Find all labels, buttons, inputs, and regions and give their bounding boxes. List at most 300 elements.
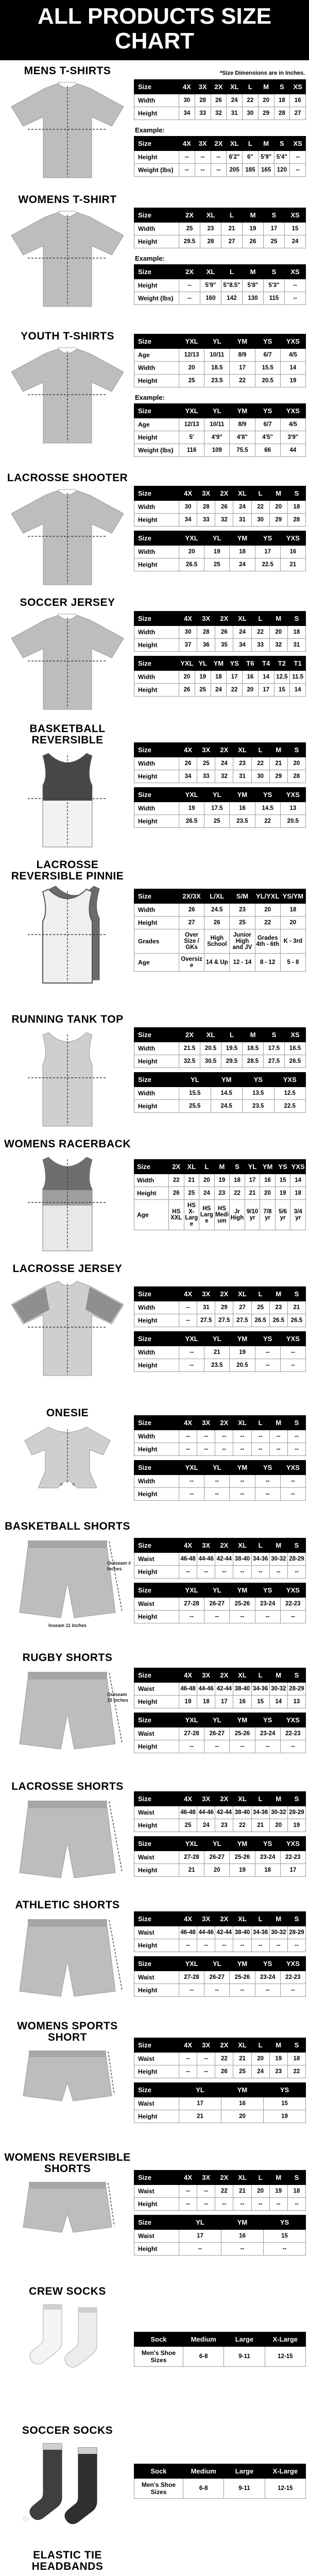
size-cell: 38-40: [233, 1552, 251, 1565]
size-cell: 18: [290, 1187, 306, 1199]
size-table: [134, 1286, 306, 1327]
col-header: YXS: [280, 334, 305, 348]
size-cell: 22: [169, 1174, 184, 1187]
size-cell: 20: [179, 671, 195, 684]
col-header: YXL: [179, 1837, 204, 1851]
size-cell: 18: [287, 2052, 305, 2065]
size-cell: --: [215, 1939, 233, 1952]
row-label: Height: [134, 374, 179, 387]
size-cell: --: [269, 1565, 287, 1578]
row-label: Width: [134, 1087, 179, 1099]
col-header: L: [251, 2171, 269, 2185]
row-label: Width: [134, 904, 179, 917]
size-cell: 26.5: [179, 558, 204, 571]
col-header: 3X: [197, 612, 215, 626]
size-cell: --: [290, 164, 306, 177]
section-left-basketball-reversible: [3, 722, 132, 852]
row-label: Height: [134, 1443, 179, 1456]
col-header: L: [251, 1668, 269, 1683]
section-tables-rugby-shorts: [132, 1651, 306, 1774]
col-header: 4X: [179, 1416, 197, 1430]
size-cell: 12.5: [274, 1087, 306, 1099]
col-header: L: [251, 1416, 269, 1430]
col-header: 3X: [197, 2171, 215, 2185]
table-row: [134, 1552, 306, 1565]
col-header: XL: [233, 1792, 251, 1806]
size-cell: 44-46: [197, 1806, 215, 1819]
col-header: M: [269, 612, 287, 626]
size-cell: 19: [230, 1864, 255, 1877]
row-label: Width: [134, 500, 179, 513]
size-cell: 23: [200, 222, 221, 235]
size-cell: --: [204, 1610, 230, 1623]
col-header: 2X: [179, 1027, 200, 1042]
size-cell: 30.5: [200, 1055, 221, 1067]
row-label: Width: [134, 222, 179, 235]
section-title: LACROSSE SHOOTER: [7, 471, 128, 484]
col-header: YL: [179, 2215, 221, 2230]
section-lacrosse-jersey: [0, 1258, 309, 1402]
row-label: Height: [134, 1314, 179, 1327]
table-row: [134, 757, 306, 770]
table-row: [134, 1683, 306, 1696]
table-corner-header: Size: [134, 1027, 179, 1042]
col-header: YM: [230, 334, 255, 348]
section-tables-womens-sports-short: [132, 2020, 306, 2145]
size-cell: 10/11: [204, 348, 230, 361]
col-header: XL: [200, 264, 221, 279]
size-cell: 14: [258, 671, 274, 684]
size-cell: --: [280, 1475, 305, 1488]
section-left-womens-racerback: [3, 1138, 132, 1256]
size-cell: --: [179, 2198, 197, 2211]
section-elastic-tie-headbands: [0, 2545, 309, 2576]
col-header: L: [251, 1287, 269, 1301]
crew-socks-product-image: [8, 2300, 127, 2388]
size-cell: 22: [251, 500, 269, 513]
col-header: T1: [290, 656, 306, 671]
row-label: Width: [134, 1346, 179, 1359]
size-table: [134, 264, 306, 305]
size-cell: 24: [285, 235, 306, 248]
size-cell: --: [179, 2052, 197, 2065]
table-row: [134, 1971, 306, 1984]
size-cell: 15: [275, 1174, 290, 1187]
section-tables-lacrosse-shooter: [132, 471, 306, 590]
size-table: [134, 2170, 306, 2211]
size-cell: 46-48: [179, 1683, 197, 1696]
size-cell: 23-24: [255, 1597, 280, 1610]
size-cell: 16: [221, 2230, 264, 2243]
col-header: L: [251, 612, 269, 626]
size-cell: 17: [258, 684, 274, 697]
size-cell: --: [251, 1443, 269, 1456]
col-header: 2X: [215, 1911, 233, 1926]
table-row: [134, 1610, 306, 1623]
size-cell: 9-11: [224, 2479, 265, 2499]
col-header: 3X: [197, 1668, 215, 1683]
size-cell: 28: [195, 94, 211, 107]
table-row: [134, 917, 306, 929]
col-header: M: [269, 1668, 287, 1683]
size-table: [134, 136, 306, 177]
size-cell: 25-26: [230, 1727, 255, 1740]
running-tank-top-product-image: [8, 1028, 127, 1131]
section-tables-onesie: [132, 1406, 306, 1514]
row-label: Height: [134, 151, 179, 164]
col-header: YL: [245, 1159, 260, 1174]
col-header: S: [264, 264, 285, 279]
col-header: 4X: [179, 1668, 197, 1683]
table-corner-header: Size: [134, 2215, 179, 2230]
col-header: S: [287, 1911, 305, 1926]
lacrosse-shooter-product-image: [8, 487, 127, 590]
size-cell: 30: [243, 107, 259, 120]
col-header: 4X: [179, 1287, 197, 1301]
size-cell: 160: [200, 292, 221, 304]
size-cell: 6/7: [255, 348, 280, 361]
size-cell: 22: [243, 94, 259, 107]
size-cell: 25: [179, 1819, 197, 1832]
size-cell: 20: [179, 361, 204, 374]
section-left-youth-t-shirts: [3, 330, 132, 465]
size-table: [134, 208, 306, 248]
size-cell: --: [204, 1475, 230, 1488]
table-row: [134, 2052, 306, 2065]
size-cell: 26: [179, 757, 197, 770]
col-header: S: [264, 1027, 285, 1042]
row-label: Waist: [134, 1552, 179, 1565]
col-header: YS: [255, 787, 280, 802]
size-cell: 17: [255, 545, 280, 558]
table-corner-header: Size: [134, 1332, 179, 1346]
size-cell: 27.5: [264, 1055, 285, 1067]
size-cell: 27-28: [179, 1597, 204, 1610]
row-label: Height: [134, 1099, 179, 1112]
size-cell: 5': [179, 431, 204, 444]
size-cell: 12-15: [265, 2347, 305, 2367]
col-header: M: [269, 1911, 287, 1926]
size-cell: 4/5: [280, 418, 305, 431]
size-cell: 31: [233, 770, 251, 783]
section-left-womens-sports-short: [3, 2020, 132, 2145]
col-header: XL: [233, 1911, 251, 1926]
col-header: M: [269, 2038, 287, 2052]
section-athletic-shorts: [0, 1894, 309, 2015]
row-label: Width: [134, 1430, 179, 1443]
size-cell: --: [287, 1565, 305, 1578]
col-header: 4X: [179, 2171, 197, 2185]
size-cell: 29: [269, 770, 287, 783]
col-header: YM: [211, 656, 227, 671]
col-header: YXS: [290, 1159, 306, 1174]
size-cell: 28: [200, 235, 221, 248]
size-cell: 14: [290, 1174, 306, 1187]
size-cell: 36: [197, 639, 215, 652]
table-corner-header: Size: [134, 742, 179, 757]
table-row: [134, 815, 306, 827]
size-cell: --: [255, 1488, 280, 1501]
size-cell: 17: [227, 671, 243, 684]
col-header: 2X/3X: [179, 889, 204, 904]
col-header: XL: [233, 2171, 251, 2185]
athletic-shorts-product-image: [8, 1914, 127, 2005]
womens-t-shirt-product-image: [8, 209, 127, 312]
size-cell: 33: [251, 639, 269, 652]
size-cell: 18: [287, 500, 305, 513]
womens-racerback-product-image: [8, 1153, 127, 1256]
col-header: 4X: [179, 612, 197, 626]
table-corner-header: Size: [134, 80, 179, 94]
row-label: Height: [134, 2198, 179, 2211]
size-cell: --: [255, 1984, 280, 1996]
size-cell: 20: [243, 684, 259, 697]
col-header: S/M: [230, 889, 255, 904]
measurement-note: Outseam # Inches: [107, 1561, 131, 1571]
size-cell: 12/13: [179, 348, 204, 361]
size-table: [134, 2038, 306, 2078]
row-label: Waist: [134, 1851, 179, 1864]
col-header: YS: [255, 1583, 280, 1597]
col-header: 2X: [215, 612, 233, 626]
col-header: 2X: [215, 1792, 233, 1806]
section-basketball-reversible: [0, 718, 309, 854]
section-tables-mens-t-shirts: [132, 64, 306, 187]
size-cell: 26.5: [179, 815, 204, 827]
size-cell: --: [285, 292, 306, 304]
col-header: S: [274, 137, 290, 151]
onesie-product-image: [8, 1422, 127, 1499]
table-row: [134, 1099, 306, 1112]
size-cell: 165: [258, 164, 274, 177]
size-cell: 18: [287, 2185, 305, 2198]
section-tables-basketball-shorts: [132, 1520, 306, 1645]
row-label: Waist: [134, 1727, 179, 1740]
size-cell: 14: [280, 361, 305, 374]
col-header: 4X: [179, 1538, 197, 1552]
size-cell: 20: [251, 2052, 269, 2065]
size-cell: 18: [230, 545, 255, 558]
size-cell: 5'4": [274, 151, 290, 164]
row-label: Age: [134, 1199, 169, 1230]
size-cell: --: [287, 1443, 305, 1456]
size-cell: 26.5: [251, 1314, 269, 1327]
section-left-lacrosse-reversible-pinnie: [3, 858, 132, 1007]
size-table: [134, 1791, 306, 1832]
section-left-elastic-tie-headbands: [3, 2549, 132, 2576]
table-row: [134, 2479, 306, 2499]
col-header: 2X: [179, 208, 200, 222]
table-row: [134, 545, 306, 558]
size-cell: 22-23: [280, 1597, 305, 1610]
size-table: [134, 1415, 306, 1456]
col-header: YM: [230, 1837, 255, 1851]
size-cell: 27: [233, 1301, 251, 1314]
size-cell: 20: [258, 94, 274, 107]
col-header: YS: [255, 1332, 280, 1346]
size-cell: 6": [243, 151, 259, 164]
size-cell: --: [215, 1430, 233, 1443]
table-row: [134, 2347, 306, 2367]
size-cell: HS Medium: [214, 1199, 230, 1230]
size-cell: 42-44: [215, 1806, 233, 1819]
size-cell: --: [179, 1301, 197, 1314]
col-header: YXL: [179, 531, 204, 545]
size-cell: 28: [197, 626, 215, 639]
size-cell: 31: [233, 513, 251, 526]
size-cell: 38-40: [233, 1926, 251, 1939]
col-header: YXL: [179, 1332, 204, 1346]
example-label: Example:: [135, 126, 165, 134]
row-label: Men's Shoe Sizes: [134, 2479, 183, 2499]
col-header: XS: [290, 137, 306, 151]
size-cell: 46-48: [179, 1552, 197, 1565]
section-left-lacrosse-shorts: [3, 1780, 132, 1892]
col-header: 2X: [211, 80, 227, 94]
size-cell: 20: [204, 1864, 230, 1877]
size-cell: 32: [269, 639, 287, 652]
size-cell: 24: [215, 757, 233, 770]
dimensions-note: *Size Dimensions are in Inches.: [219, 70, 305, 77]
col-header: 2X: [215, 1416, 233, 1430]
size-cell: 16: [260, 1174, 276, 1187]
measurement-note: Inseam 11 Inches: [48, 1622, 87, 1628]
col-header: M: [269, 742, 287, 757]
table-row: [134, 2065, 306, 2078]
table-row: [134, 1174, 306, 1187]
size-cell: 22.5: [255, 558, 280, 571]
col-header: XL: [200, 208, 221, 222]
section-tables-lacrosse-shorts: [132, 1780, 306, 1892]
col-header: M: [269, 1792, 287, 1806]
size-cell: --: [179, 164, 195, 177]
row-label: Height: [134, 2110, 179, 2123]
col-header: S: [287, 2038, 305, 2052]
size-cell: --: [179, 1430, 197, 1443]
size-cell: 26: [204, 917, 230, 929]
size-cell: 32.5: [179, 1055, 200, 1067]
soccer-jersey-product-image: [8, 612, 127, 715]
col-header: YM: [230, 403, 255, 418]
size-cell: 21: [179, 2110, 221, 2123]
size-cell: 20: [287, 757, 305, 770]
size-cell: 21: [233, 2185, 251, 2198]
row-label: Waist: [134, 2097, 179, 2110]
size-table: [134, 1956, 306, 1997]
col-header: YXS: [280, 1332, 305, 1346]
col-header: XS: [285, 264, 306, 279]
size-cell: --: [179, 1984, 204, 1996]
size-cell: 38-40: [233, 1683, 251, 1696]
size-cell: --: [197, 2198, 215, 2211]
table-corner-header: Size: [134, 1538, 179, 1552]
section-title: BASKETBALL REVERSIBLE: [29, 722, 106, 746]
col-header: L: [199, 1159, 215, 1174]
size-cell: 26: [215, 500, 233, 513]
size-cell: 19: [204, 545, 230, 558]
size-cell: 26-27: [204, 1727, 230, 1740]
size-cell: --: [230, 1475, 255, 1488]
col-header: 2X: [215, 2171, 233, 2185]
section-left-womens-t-shirt: [3, 193, 132, 324]
section-tables-youth-t-shirts: [132, 330, 306, 465]
size-cell: 30: [179, 500, 197, 513]
section-tables-basketball-reversible: [132, 722, 306, 852]
size-cell: --: [280, 1359, 305, 1372]
size-cell: 26-27: [204, 1597, 230, 1610]
table-row: [134, 235, 306, 248]
col-header: T6: [243, 656, 259, 671]
size-cell: --: [251, 1430, 269, 1443]
table-corner-header: Size: [134, 264, 179, 279]
table-corner-header: Size: [134, 208, 179, 222]
size-cell: --: [230, 1488, 255, 1501]
size-cell: 24: [230, 558, 255, 571]
row-label: Height: [134, 1984, 179, 1996]
size-cell: 17: [179, 2230, 221, 2243]
section-title: WOMENS REVERSIBLE SHORTS: [4, 2151, 131, 2175]
size-cell: 18.5: [204, 361, 230, 374]
table-corner-header: Size: [134, 486, 179, 500]
section-title: WOMENS RACERBACK: [4, 1138, 131, 1150]
size-cell: 14.5: [255, 802, 280, 815]
elastic-tie-headbands-product-image: [8, 2575, 127, 2576]
size-cell: --: [179, 2065, 197, 2078]
section-title: SOCCER JERSEY: [20, 596, 115, 608]
row-label: Waist: [134, 2230, 179, 2243]
size-table: [134, 1583, 306, 1623]
size-table: [134, 1713, 306, 1753]
table-row: [134, 1475, 306, 1488]
size-cell: 23.5: [204, 1359, 230, 1372]
section-tables-running-tank-top: [132, 1013, 306, 1131]
row-label: Height: [134, 1939, 179, 1952]
size-cell: 22-23: [280, 1727, 305, 1740]
size-cell: --: [251, 1565, 269, 1578]
size-cell: 23: [230, 904, 255, 917]
size-cell: --: [280, 1740, 305, 1753]
col-header: M: [269, 1287, 287, 1301]
size-cell: 28: [197, 500, 215, 513]
table-corner-header: Size: [134, 889, 179, 904]
size-cell: 34-36: [251, 1683, 269, 1696]
table-row: [134, 1443, 306, 1456]
col-header: YS: [255, 1713, 280, 1727]
section-left-rugby-shorts: [3, 1651, 132, 1774]
size-table: [134, 1159, 306, 1230]
section-crew-socks: [0, 2281, 309, 2420]
row-label: Height: [134, 235, 179, 248]
table-row: [134, 684, 306, 697]
size-cell: 30-32: [269, 1552, 287, 1565]
table-corner-header: Size: [134, 1461, 179, 1475]
col-header: M: [269, 1538, 287, 1552]
row-label: Age: [134, 348, 179, 361]
row-label: Height: [134, 1819, 179, 1832]
size-table: [134, 403, 306, 457]
col-header: 3X: [197, 1416, 215, 1430]
table-corner-header: Size: [134, 1583, 179, 1597]
size-cell: 30: [251, 770, 269, 783]
soccer-socks-product-image: [8, 2439, 127, 2543]
col-header: L: [251, 1538, 269, 1552]
size-cell: 20: [269, 500, 287, 513]
size-cell: --: [255, 1740, 280, 1753]
size-cell: 34-36: [251, 1806, 269, 1819]
table-row: [134, 1187, 306, 1199]
size-cell: 46-48: [179, 1926, 197, 1939]
size-cell: 3/4 yr: [290, 1199, 306, 1230]
